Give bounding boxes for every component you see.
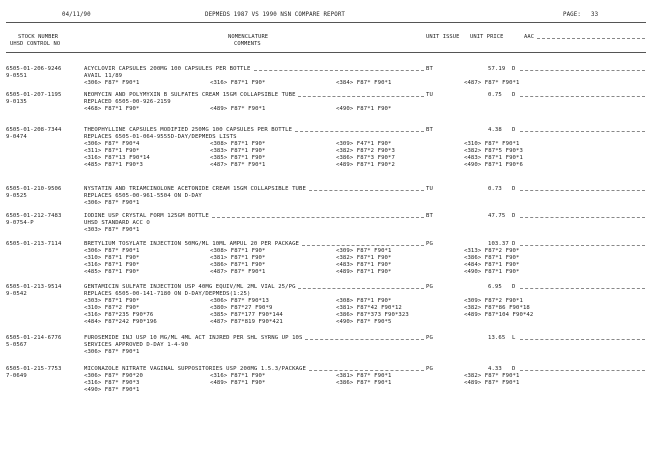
usage-entry: <310> F87*2 F90*: [84, 305, 140, 311]
column-unit-issue: UNIT ISSUE: [426, 34, 460, 40]
usage-entry: <310> F87* F90*1: [464, 141, 520, 147]
unit-issue: PG: [426, 241, 433, 247]
nomenclature: BRETYLIUM TOSYLATE INJECTION 50MG/ML 10ML AMPUL 20 PER PACKAGE: [84, 241, 299, 247]
control-number: 9-0542: [6, 291, 27, 297]
usage-entry: <306> F87* F90*1: [84, 80, 140, 86]
usage-entry: <386> F87*3 F90*7: [336, 155, 395, 161]
unit-issue: PG: [426, 335, 433, 341]
nomenclature: GENTAMICIN SULFATE INJECTION USP 40MG EQUIV/ML 2ML VIAL 25/PG: [84, 284, 296, 290]
nomenclature: FUROSEMIDE INJ USP 10 MG/ML 4ML ACT INJRED PER SHL SYRNG UP 10S: [84, 335, 303, 341]
usage-entry: <386> F87*1 F90*: [464, 255, 520, 261]
usage-entry: <490> F87*1 F90*: [336, 106, 392, 112]
aac-code: D: [512, 92, 516, 98]
column-control-number: UHSD CONTROL NO: [10, 41, 61, 47]
unit-issue: PG: [426, 284, 433, 290]
usage-entry: <487> F87* F90*1: [210, 162, 266, 168]
control-number: 9-0525: [6, 193, 27, 199]
usage-entry: <485> F87*1 F90*: [84, 269, 140, 275]
stock-number: 6505-01-214-6776: [6, 335, 62, 341]
usage-entry: <381> F87*1 F90*: [210, 255, 266, 261]
unit-issue: TU: [426, 92, 433, 98]
aac-code: D: [512, 66, 516, 72]
stock-number: 6505-01-210-9506: [6, 186, 62, 192]
usage-entry: <382> F87*1 F90*: [336, 255, 392, 261]
usage-entry: <306> F87* F90*20: [84, 373, 143, 379]
stock-number: 6505-01-212-7483: [6, 213, 62, 219]
unit-price: 4.33: [488, 366, 502, 372]
usage-entry: <380> F87*27 F90*9: [210, 305, 273, 311]
control-number: 9-0135: [6, 99, 27, 105]
usage-entry: <487> F87*819 F90*421: [210, 319, 283, 325]
aac-leader-line: [520, 70, 645, 71]
usage-entry: <383> F87*1 F90*: [210, 148, 266, 154]
unit-price: 13.65: [488, 335, 506, 341]
column-comments: COMMENTS: [234, 41, 261, 47]
stock-number: 6505-01-207-1195: [6, 92, 62, 98]
usage-entry: <490> F87*1 F90*: [464, 269, 520, 275]
unit-price: 0.75: [488, 92, 502, 98]
usage-entry: <308> F87*1 F90*: [210, 248, 266, 254]
aac-leader-line: [520, 288, 645, 289]
usage-entry: <384> F87* F90*1: [336, 80, 392, 86]
usage-entry: <316> F87*1 F90*: [210, 80, 266, 86]
comment: UHSD STANDARD ACC O: [84, 220, 150, 226]
stock-number: 6505-01-213-9514: [6, 284, 62, 290]
aac-code: L: [512, 335, 516, 341]
usage-entry: <489> F87* F90*1: [210, 106, 266, 112]
leader-line: [309, 190, 424, 191]
usage-entry: <306> F87* F90*1: [84, 349, 140, 355]
usage-entry: <382> F87*86 F90*18: [464, 305, 530, 311]
aac-leader-line: [520, 370, 645, 371]
usage-entry: <484> F87*1 F90*: [464, 262, 520, 268]
usage-entry: <484> F87*242 F90*196: [84, 319, 157, 325]
usage-entry: <490> F87* F90*1: [84, 387, 140, 393]
leader-line: [254, 70, 424, 71]
unit-price: 4.38: [488, 127, 502, 133]
nomenclature: NYSTATIN AND TRIAMCINOLONE ACETONIDE CREAM 15GM COLLAPSIBLE TUBE: [84, 186, 306, 192]
usage-entry: <306> F87* F90*4: [84, 141, 140, 147]
control-number: 5-0567: [6, 342, 27, 348]
usage-entry: <485> F87*1 F90*3: [84, 162, 143, 168]
leader-line: [309, 370, 424, 371]
stock-number: 6505-01-213-7114: [6, 241, 62, 247]
nomenclature: ACYCLOVIR CAPSULES 200MG 100 CAPSULES PER BOTTLE: [84, 66, 251, 72]
comment: REPLACED 6505-00-926-2159: [84, 99, 171, 105]
usage-entry: <468> F87*1 F90*: [84, 106, 140, 112]
nomenclature: MICONAZOLE NITRATE VAGINAL SUPPOSITORIES USP 200MG 1.5.3/PACKAGE: [84, 366, 306, 372]
leader-line: [302, 245, 424, 246]
usage-entry: <487> F87* F90*1: [210, 269, 266, 275]
usage-entry: <381> F87*42 F90*12: [336, 305, 402, 311]
unit-price: 57.19: [488, 66, 506, 72]
page-number: 33: [591, 12, 599, 18]
unit-issue: TU: [426, 186, 433, 192]
usage-entry: <306> F87* F90*1: [84, 200, 140, 206]
usage-entry: <483> F87*1 F90*: [336, 262, 392, 268]
aac-code: D: [512, 186, 516, 192]
usage-entry: <309> F47*1 F90*: [336, 141, 392, 147]
usage-entry: <313> F87*2 F90*: [464, 248, 520, 254]
leader-line: [295, 131, 424, 132]
unit-issue: BT: [426, 127, 433, 133]
control-number: 9-0551: [6, 73, 27, 79]
aac-code: D: [512, 241, 516, 247]
usage-entry: <382> F87*5 F90*3: [464, 148, 523, 154]
usage-entry: <382> F87*2 F90*3: [336, 148, 395, 154]
leader-line: [305, 339, 424, 340]
page-label: PAGE:: [563, 12, 581, 18]
leader-line: [212, 217, 424, 218]
comment: REPLACES 6505-00-141-7180 ON D-DAY/DEPMEDS(1:25): [84, 291, 251, 297]
unit-price: 6.95: [488, 284, 502, 290]
usage-entry: <303> F87* F90*1: [84, 227, 140, 233]
aac-code: D: [512, 366, 516, 372]
aac-code: D: [512, 284, 516, 290]
column-aac: AAC: [524, 34, 535, 40]
usage-entry: <386> F87*373 F90*323: [336, 312, 409, 318]
unit-issue: BT: [426, 66, 433, 72]
control-number: 7-0649: [6, 373, 27, 379]
usage-entry: <308> F87*1 F90*: [210, 141, 266, 147]
report-date: 04/11/90: [62, 12, 91, 18]
usage-entry: <385> F87*177 F90*144: [210, 312, 283, 318]
unit-price: 47.75: [488, 213, 506, 219]
nomenclature: IODINE USP CRYSTAL FORM 125GM BOTTLE: [84, 213, 209, 219]
nomenclature: NEOMYCIN AND POLYMYXIN B SULFATES CREAM 15GM COLLAPSIBLE TUBE: [84, 92, 296, 98]
usage-entry: <311> F87*1 F90*: [84, 148, 140, 154]
aac-code: D: [512, 213, 516, 219]
usage-entry: <316> F87* F90*3: [84, 380, 140, 386]
usage-entry: <310> F87*1 F90*: [84, 255, 140, 261]
comment: REPLACES 6505-00-961-5504 ON D-DAY: [84, 193, 202, 199]
unit-issue: BT: [426, 213, 433, 219]
usage-entry: <303> F87*1 F90*: [84, 298, 140, 304]
usage-entry: <489> F87* F90*1: [464, 380, 520, 386]
usage-entry: <489> F87*1 F90*2: [336, 162, 395, 168]
unit-price: 103.37: [488, 241, 509, 247]
usage-entry: <490> F87*1 F90*6: [464, 162, 523, 168]
usage-entry: <316> F87*235 F90*76: [84, 312, 154, 318]
usage-entry: <483> F87*1 F90*1: [464, 155, 523, 161]
usage-entry: <490> F87* F90*5: [336, 319, 392, 325]
usage-entry: <308> F87*1 F90*: [336, 298, 392, 304]
leader-line: [298, 96, 424, 97]
header-rule-top: [6, 22, 646, 23]
aac-leader-line: [520, 96, 645, 97]
control-number: 9-0474: [6, 134, 27, 140]
column-stock-number: STOCK NUMBER: [18, 34, 59, 40]
aac-leader-line: [520, 131, 645, 132]
usage-entry: <386> F87* F90*1: [336, 380, 392, 386]
comment: SERVICES APPROVED D-DAY 1-4-90: [84, 342, 189, 348]
usage-entry: <309> F87*2 F90*1: [464, 298, 523, 304]
usage-entry: <306> F87* F90*1: [84, 248, 140, 254]
aac-leader-line: [520, 245, 645, 246]
stock-number: 6505-01-208-7344: [6, 127, 62, 133]
usage-entry: <382> F87* F90*1: [464, 373, 520, 379]
usage-entry: <316> F87*1 F90*: [210, 373, 266, 379]
usage-entry: <309> F87* F90*1: [336, 248, 392, 254]
aac-leader-line: [520, 339, 645, 340]
nomenclature: THEOPHYLLINE CAPSULES MODIFIED 250MG 100 CAPSULES PER BOTTLE: [84, 127, 293, 133]
stock-number: 6505-01-215-7753: [6, 366, 62, 372]
aac-code: D: [512, 127, 516, 133]
control-number: 9-0754-P: [6, 220, 34, 226]
usage-entry: <385> F87*1 F90*: [210, 155, 266, 161]
stock-number: 6505-01-206-9246: [6, 66, 62, 72]
usage-entry: <381> F87* F90*1: [336, 373, 392, 379]
leader-line: [298, 288, 424, 289]
usage-entry: <306> F87* F90*13: [210, 298, 269, 304]
header-rule-bottom: [6, 52, 646, 53]
usage-entry: <386> F87*1 F90*: [210, 262, 266, 268]
usage-entry: <487> F87* F90*1: [464, 80, 520, 86]
aac-leader-line: [520, 190, 645, 191]
usage-entry: <316> F87*13 F90*14: [84, 155, 150, 161]
aac-leader: [537, 38, 645, 39]
comment: REPLACES 6505-01-064-9555D-DAY/DEPMEDS LISTS: [84, 134, 237, 140]
usage-entry: <316> F87*1 F90*: [84, 262, 140, 268]
report-title: DEPMEDS 1987 VS 1990 NSN COMPARE REPORT: [205, 12, 346, 18]
usage-entry: <489> F87*1 F90*: [336, 269, 392, 275]
usage-entry: <489> F87*1 F90*: [210, 380, 266, 386]
aac-leader-line: [520, 217, 645, 218]
column-nomenclature: NOMENCLATURE: [228, 34, 269, 40]
column-unit-price: UNIT PRICE: [470, 34, 504, 40]
unit-issue: PG: [426, 366, 433, 372]
unit-price: 0.73: [488, 186, 502, 192]
usage-entry: <489> F87*104 F90*42: [464, 312, 534, 318]
comment: AVAIL 11/89: [84, 73, 123, 79]
